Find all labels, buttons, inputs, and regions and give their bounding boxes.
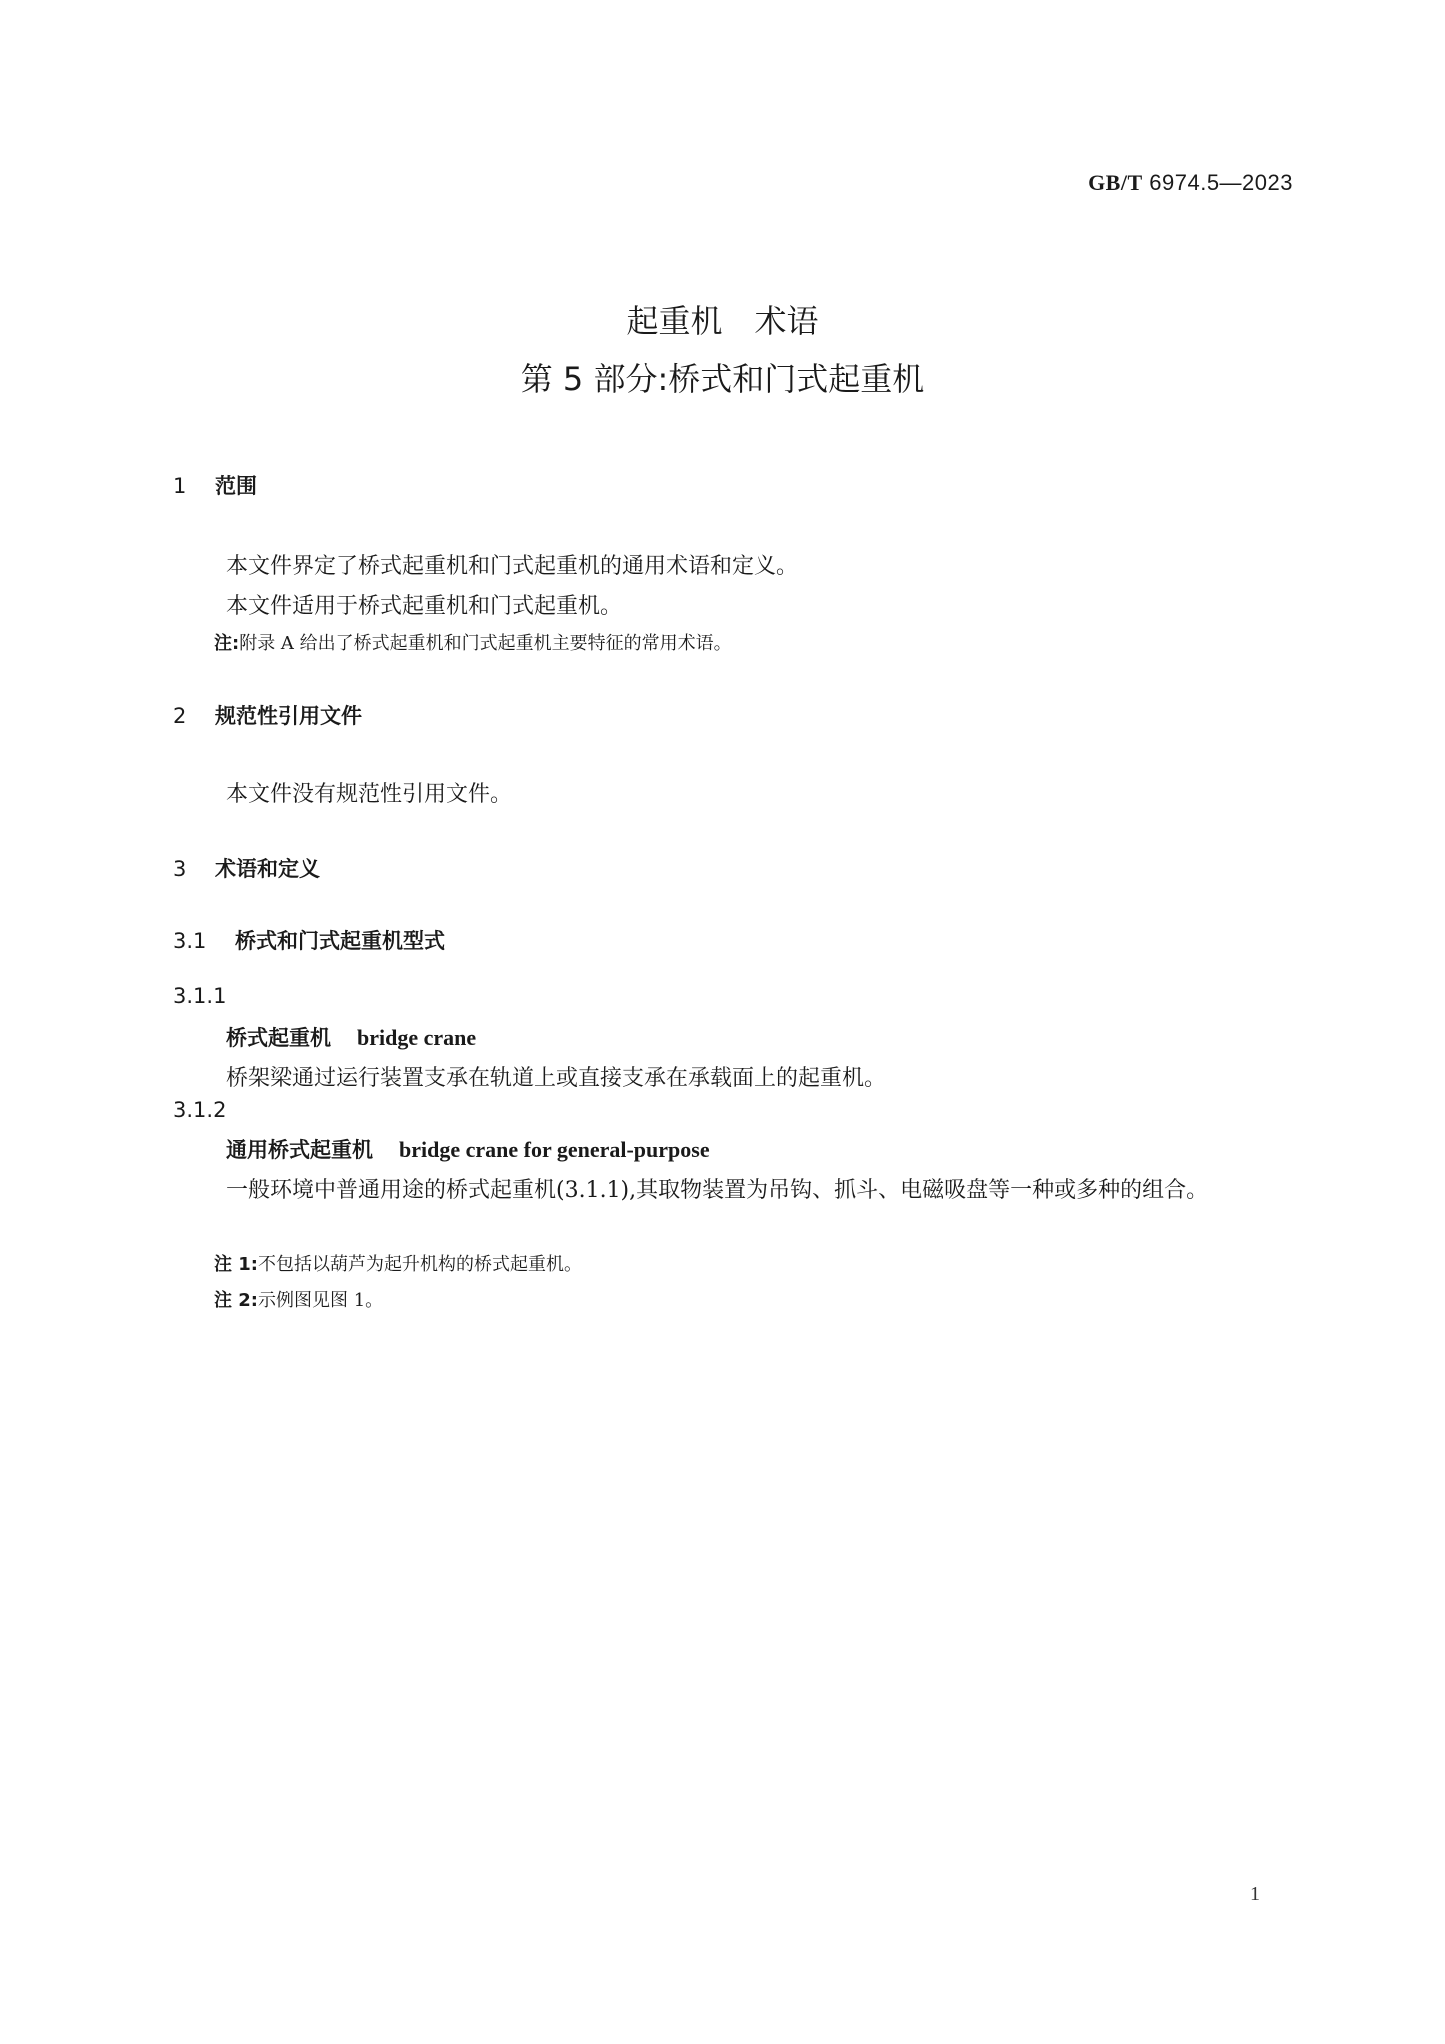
section-1-note	[214, 629, 732, 655]
term-3-1-1-number: 3.1.1	[173, 984, 227, 1008]
term-3-1-2-note-1	[214, 1250, 582, 1276]
term-3-1-2-definition: 一般环境中普通用途的桥式起重机(3.1.1),其取物装置为吊钩、抓斗、电磁吸盘等一种或多种的组合。	[226, 1178, 1209, 1203]
standard-code	[1088, 170, 1293, 196]
term-3-1-2-number: 3.1.2	[173, 1098, 227, 1122]
term-3-1-1	[226, 1022, 476, 1052]
section-3-heading	[173, 853, 320, 883]
section-1-heading	[173, 470, 257, 500]
section-3-1-heading	[173, 925, 445, 955]
page-number: 1	[1250, 1883, 1260, 1905]
note-text: 示例图见图 1。	[258, 1290, 384, 1311]
term-3-1-2	[226, 1134, 710, 1164]
standard-code-number: 6974.5—2023	[1149, 170, 1293, 195]
section-number: 2	[173, 704, 187, 728]
note-text: 附录 A 给出了桥式起重机和门式起重机主要特征的常用术语。	[239, 633, 732, 654]
section-2-heading	[173, 700, 362, 730]
section-2-paragraph-1: 本文件没有规范性引用文件。	[226, 782, 513, 807]
note-label: 注 2:	[214, 1290, 258, 1311]
section-title: 术语和定义	[215, 857, 320, 881]
section-1-paragraph-1: 本文件界定了桥式起重机和门式起重机的通用术语和定义。	[226, 554, 799, 579]
standard-code-prefix: GB/T	[1088, 170, 1143, 195]
term-english: bridge crane	[357, 1025, 477, 1050]
term-english: bridge crane for general-purpose	[399, 1137, 710, 1162]
title-line-1: 起重机 术语	[626, 302, 819, 340]
section-number: 3.1	[173, 929, 207, 953]
note-label: 注 1:	[214, 1254, 258, 1275]
title-line-2: 第 5 部分:桥式和门式起重机	[520, 360, 925, 398]
term-3-1-1-definition: 桥架梁通过运行装置支承在轨道上或直接支承在承载面上的起重机。	[226, 1066, 887, 1091]
section-title: 桥式和门式起重机型式	[235, 929, 445, 953]
note-label: 注:	[214, 633, 240, 654]
section-1-paragraph-2: 本文件适用于桥式起重机和门式起重机。	[226, 594, 623, 619]
term-chinese: 通用桥式起重机	[226, 1138, 373, 1162]
term-3-1-2-note-2	[214, 1286, 383, 1312]
section-number: 1	[173, 474, 187, 498]
section-number: 3	[173, 857, 187, 881]
term-chinese: 桥式起重机	[226, 1026, 331, 1050]
section-title: 规范性引用文件	[215, 704, 362, 728]
note-text: 不包括以葫芦为起升机构的桥式起重机。	[258, 1254, 582, 1275]
section-title: 范围	[215, 474, 257, 498]
document-title	[0, 292, 1445, 408]
